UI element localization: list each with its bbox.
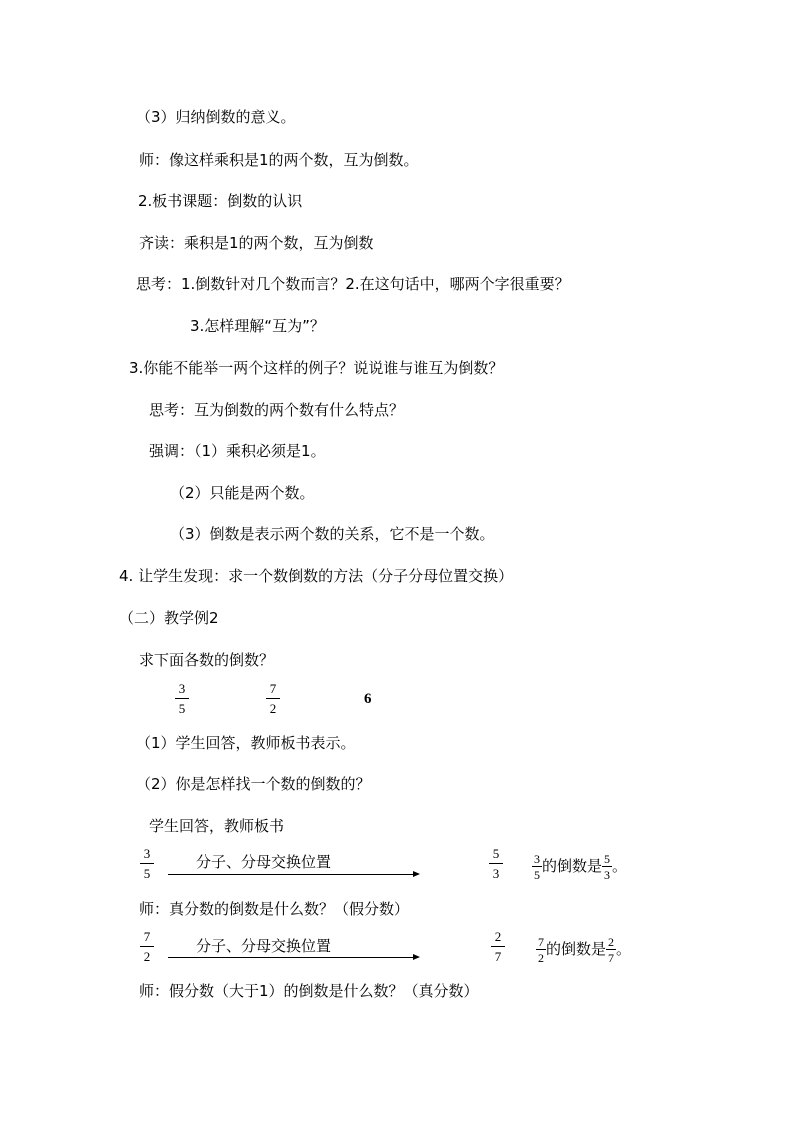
row1-arrow	[168, 874, 418, 875]
line-board-title: 2.板书课题：倒数的认识	[138, 192, 303, 210]
line-emphasis-2: （2）只能是两个数。	[170, 484, 315, 502]
row1-statement-fraction-a: $\frac{3}{5}$	[534, 851, 540, 882]
row1-statement: $\frac{3}{5}$ 的倒数是 $\frac{5}{3}$ 。	[534, 851, 628, 882]
row2-statement: $\frac{7}{2}$ 的倒数是 $\frac{2}{7}$ 。	[538, 934, 632, 965]
row1-source-fraction: 3 5	[140, 847, 154, 881]
line-emphasis-3: （3）倒数是表示两个数的关系，它不是一个数。	[170, 525, 495, 543]
line-read-aloud: 齐读：乘积是1的两个数，互为倒数	[139, 234, 374, 252]
line-think-question-3: 3.怎样理解“互为”？	[190, 317, 325, 335]
example-whole-number: 6	[364, 691, 372, 707]
row2-arrow-label: 分子、分母交换位置	[196, 937, 332, 955]
row1-arrow-label: 分子、分母交换位置	[196, 853, 332, 871]
line-find-reciprocals: 求下面各数的倒数？	[139, 651, 275, 669]
line-discover-method: 4. 让学生发现：求一个数倒数的方法（分子分母位置交换）	[119, 567, 514, 585]
line-section-example-2: （二）教学例2	[119, 609, 219, 627]
row2-result-fraction: 2 7	[491, 930, 505, 964]
line-examples-prompt: 3.你能不能举一两个这样的例子？说说谁与谁互为倒数？	[129, 359, 504, 377]
row2-source-fraction: 7 2	[140, 930, 154, 964]
line-emphasis-1: 强调：（1）乘积必须是1。	[149, 442, 326, 460]
line-teacher-definition: 师：像这样乘积是1的两个数，互为倒数。	[139, 151, 419, 169]
row1-result-fraction: 5 3	[489, 847, 503, 881]
example-fraction-7-2: 7 2	[266, 682, 280, 716]
row2-statement-fraction-b: $\frac{2}{7}$	[608, 934, 615, 965]
row2-arrow	[168, 957, 418, 958]
line-think-features: 思考：互为倒数的两个数有什么特点？	[149, 401, 405, 419]
line-summarize-meaning: （3）归纳倒数的意义。	[136, 108, 296, 126]
line-proper-fraction-question: 师：真分数的倒数是什么数？（假分数）	[139, 900, 410, 918]
line-students-answer: （1）学生回答，教师板书表示。	[136, 734, 356, 752]
line-how-find: （2）你是怎样找一个数的倒数的？	[136, 775, 371, 793]
row2-statement-fraction-a: $\frac{7}{2}$	[538, 934, 544, 965]
line-students-answer-board: 学生回答，教师板书	[149, 817, 285, 835]
row1-statement-fraction-b: $\frac{5}{3}$	[604, 851, 611, 882]
line-improper-fraction-question: 师：假分数（大于1）的倒数是什么数？（真分数）	[139, 982, 479, 1000]
line-think-questions: 思考：1.倒数针对几个数而言？2.在这句话中，哪两个字很重要？	[136, 275, 570, 293]
example-fraction-3-5: 3 5	[175, 682, 189, 716]
